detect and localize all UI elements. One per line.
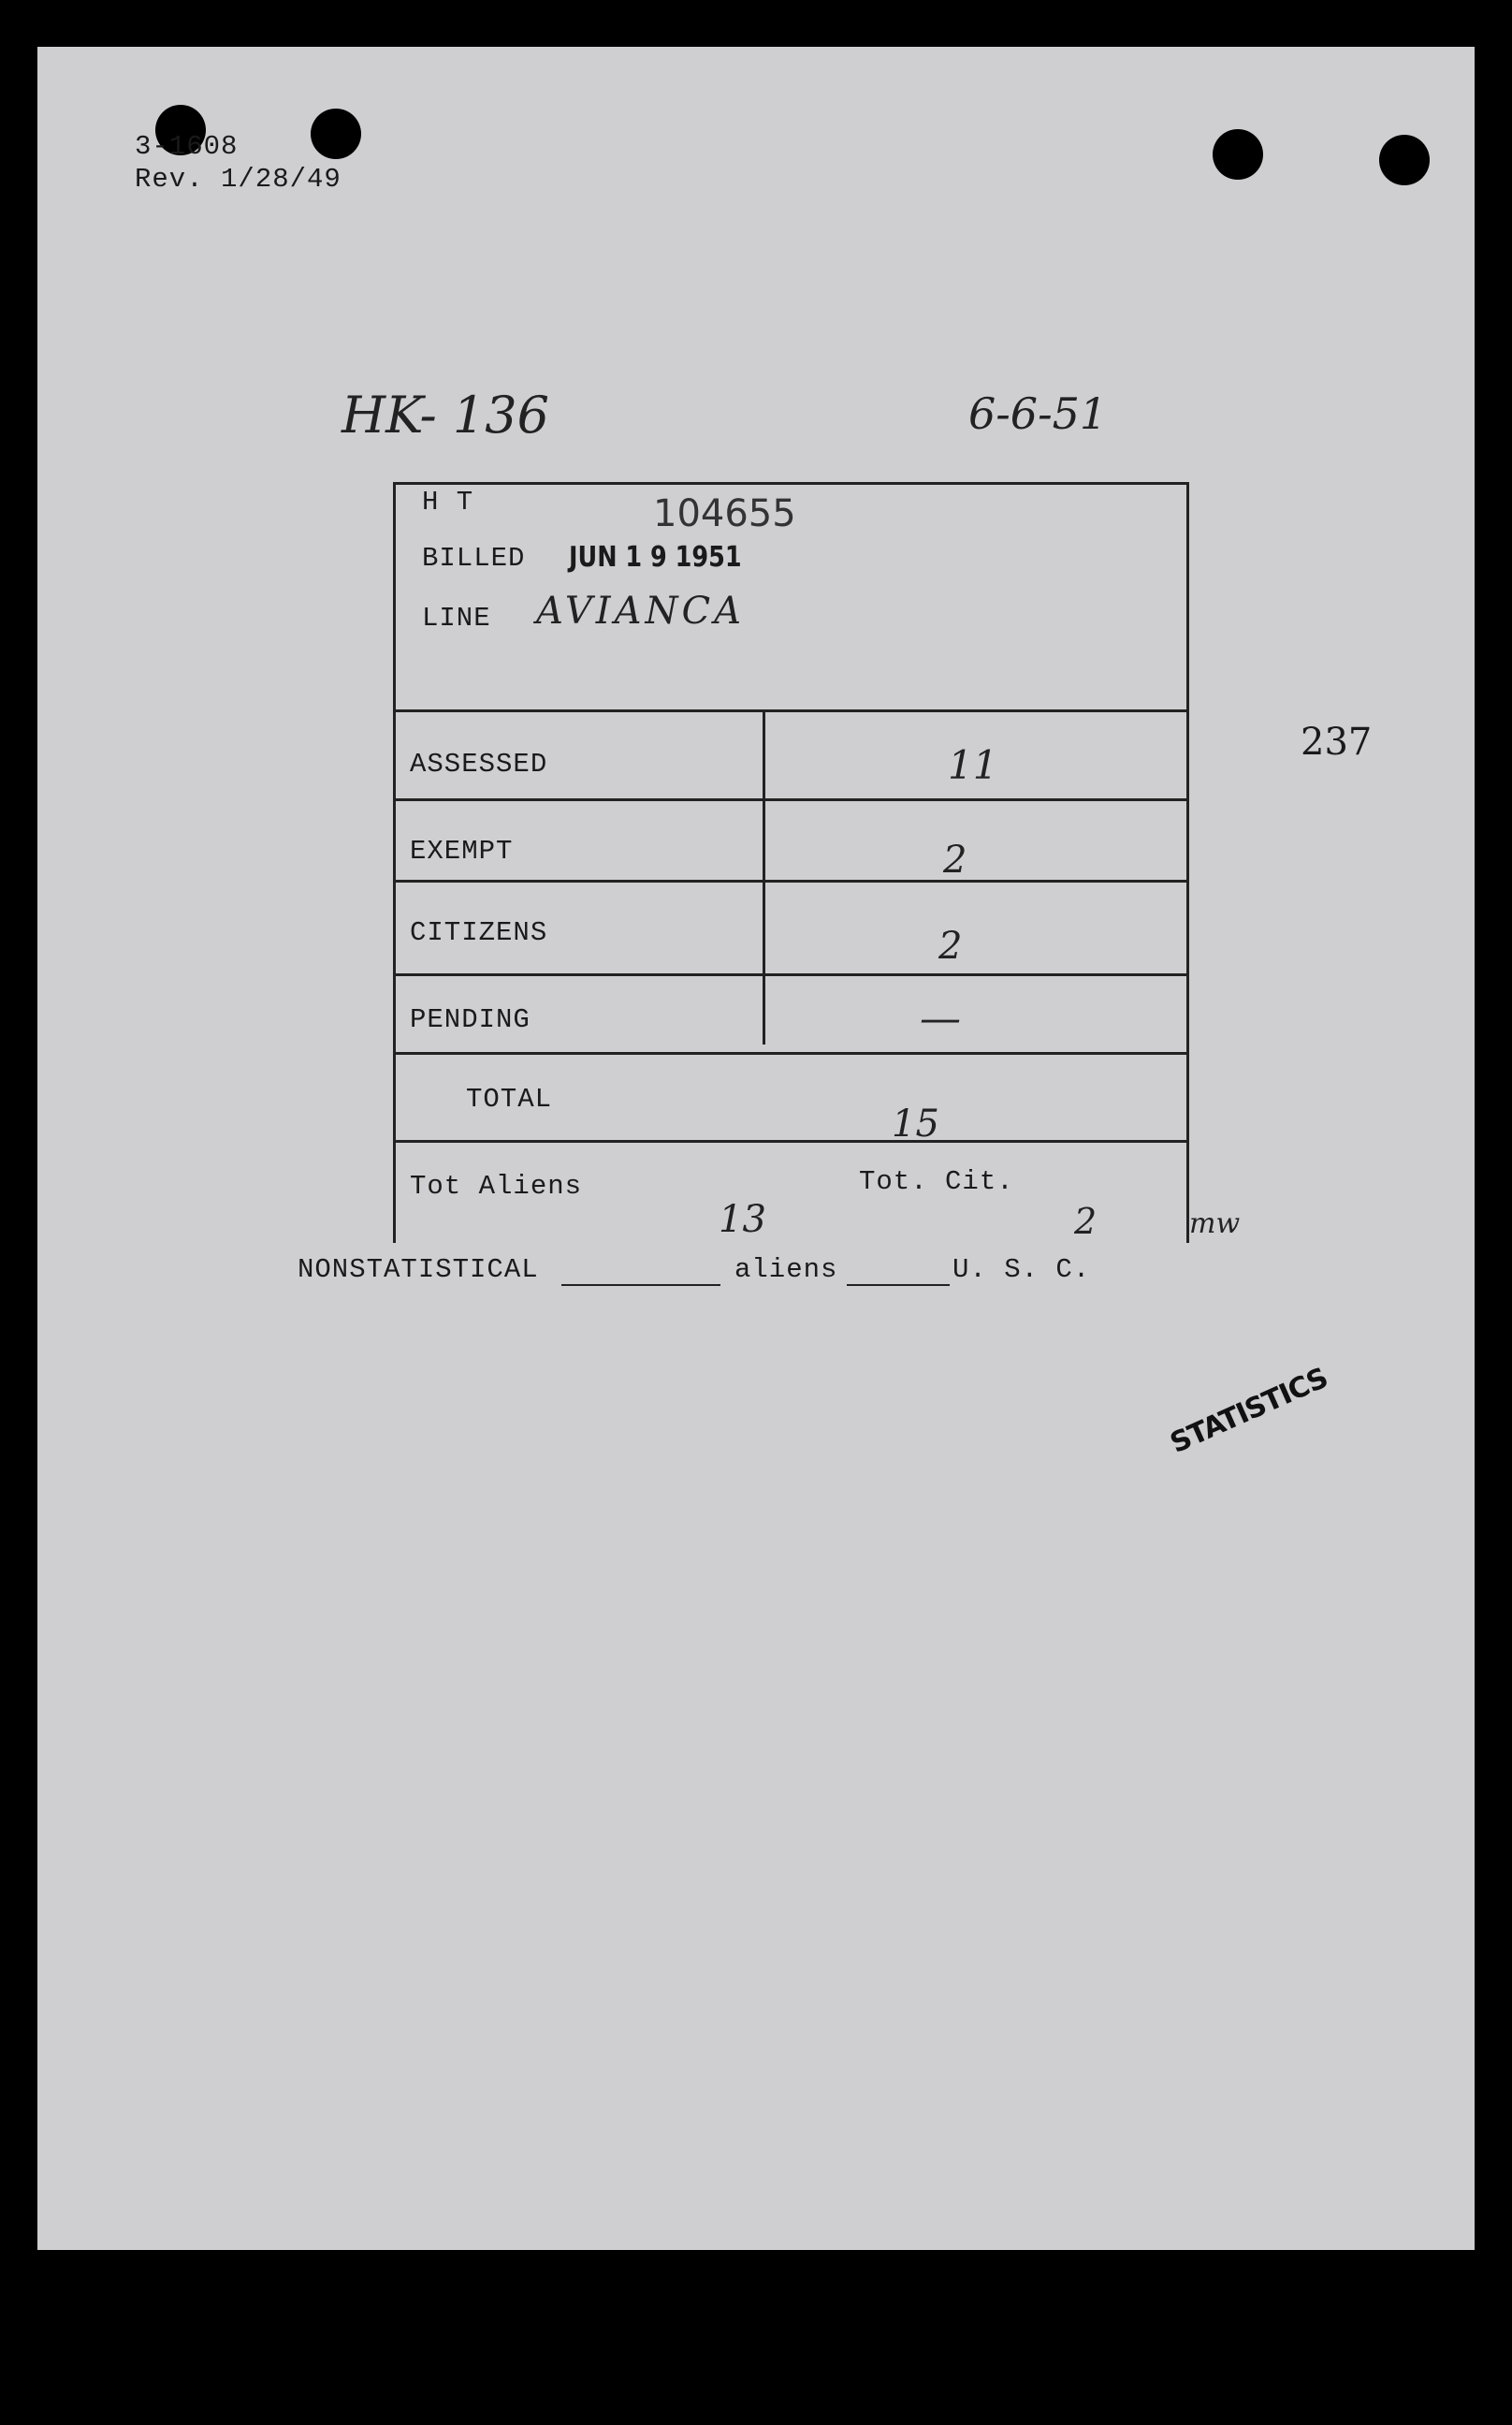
tot-aliens-label: Tot Aliens <box>410 1171 583 1202</box>
nonstatistical-label: NONSTATISTICAL <box>298 1254 539 1285</box>
revision-date: Rev. 1/28/49 <box>135 164 342 195</box>
form-number: 3-1608 <box>135 131 239 162</box>
flight-number: HK- 136 <box>342 386 549 445</box>
divider <box>396 709 1186 712</box>
punch-hole <box>311 109 361 159</box>
total-label: TOTAL <box>466 1084 553 1115</box>
divider <box>396 798 1186 801</box>
tot-aliens-value: 13 <box>719 1198 766 1241</box>
tot-cit-value: 2 <box>1074 1201 1098 1242</box>
total-value: 15 <box>892 1103 939 1146</box>
handwritten-date: 6-6-51 <box>968 388 1108 439</box>
billed-label: BILLED <box>422 543 526 574</box>
usc-blank <box>847 1284 950 1286</box>
divider <box>396 1052 1186 1055</box>
airline-name: AVIANCA <box>536 590 745 633</box>
serial-number: 104655 <box>653 492 796 535</box>
usc-label: U. S. C. <box>952 1254 1091 1285</box>
exempt-value: 2 <box>943 839 967 882</box>
tot-cit-label: Tot. Cit. <box>859 1166 1014 1197</box>
divider <box>396 1140 1186 1143</box>
initials: mw <box>1189 1207 1241 1240</box>
code-label: H T <box>422 487 474 518</box>
document-sheet <box>37 47 1475 2250</box>
column-divider <box>763 712 765 1045</box>
aliens-label: aliens <box>734 1254 838 1285</box>
statistics-stamp: STATISTICS <box>1165 1361 1333 1461</box>
manifest-form <box>393 482 1241 1243</box>
citizens-label: CITIZENS <box>410 917 548 948</box>
divider <box>396 880 1186 883</box>
divider <box>396 973 1186 976</box>
pending-label: PENDING <box>410 1004 531 1035</box>
exempt-label: EXEMPT <box>410 836 514 867</box>
punch-hole <box>1379 135 1430 185</box>
aliens-blank <box>561 1284 720 1286</box>
citizens-value: 2 <box>938 925 963 968</box>
billed-date-stamp: JUN 1 9 1951 <box>569 541 742 574</box>
page-number: 237 <box>1301 721 1373 764</box>
punch-hole <box>1213 129 1263 180</box>
assessed-label: ASSESSED <box>410 749 548 780</box>
assessed-value: 11 <box>948 742 998 788</box>
line-label: LINE <box>422 603 491 634</box>
pending-value: — <box>920 995 961 1043</box>
